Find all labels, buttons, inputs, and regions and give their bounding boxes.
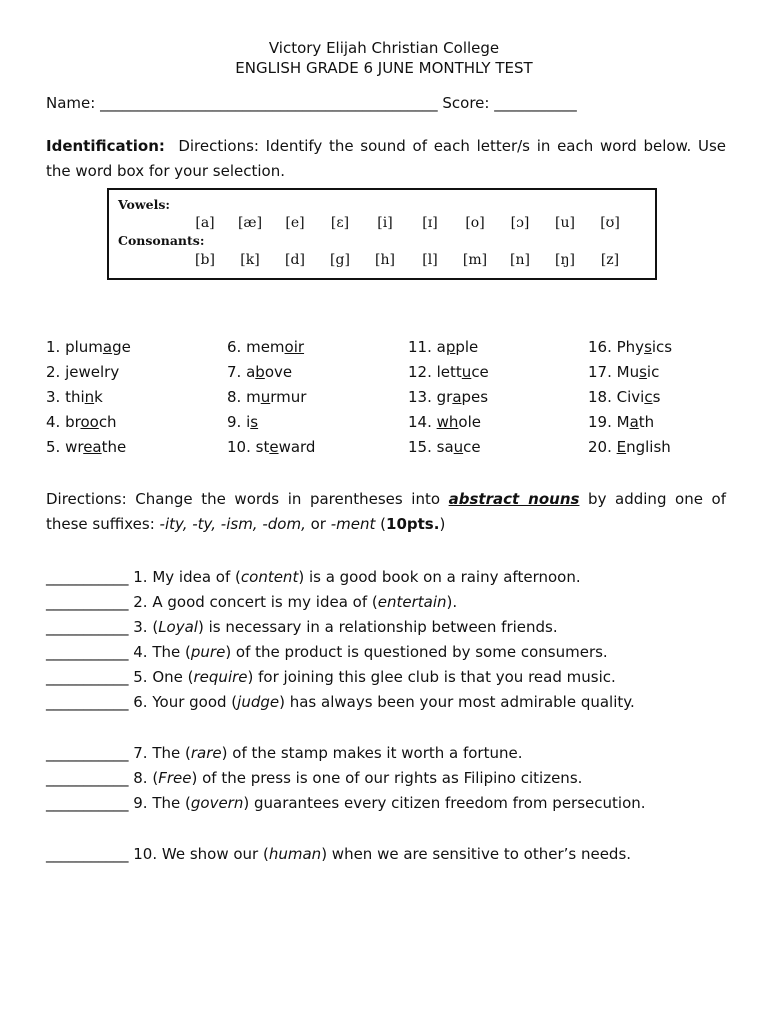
word-item: 19. Math [588,413,655,431]
root-word: pure [190,643,226,661]
school-name: Victory Elijah Christian College [268,39,500,57]
sentence-item: ___________ 10. We show our (human) when we are sensitive to other’s needs. [46,845,632,863]
root-word: human [268,845,322,863]
suffix-list: -ity, -ty, -ism, -dom, [159,515,306,533]
word-number: 1. [46,338,66,356]
answer-blank[interactable]: ___________ [46,845,129,863]
word-number: 3. [46,388,66,406]
vowel-symbol: [ɪ] [422,215,438,231]
test-title: ENGLISH GRADE 6 JUNE MONTHLY TEST [235,59,533,77]
word-item: 9. is [227,413,259,431]
underlined-letters: u [461,363,472,381]
word-item: 12. lettuce [408,363,489,381]
sentence-item: ___________ 9. The (govern) guarantees every citizen freedom from persecution. [46,794,646,812]
answer-blank[interactable]: ___________ [46,769,129,787]
word-item: 5. wreathe [46,438,127,456]
underlined-letters: j [65,363,70,381]
vowel-symbol: [ʊ] [600,215,620,231]
answer-blank[interactable]: ___________ [46,593,129,611]
word-number: 17. [588,363,617,381]
word-number: 4. [46,413,66,431]
underlined-letters: s [639,363,647,381]
identification-heading: Identification: [46,137,165,155]
sentence-item: ___________ 1. My idea of (content) is a good book on a rainy afternoon. [46,568,581,586]
underlined-letters: oir [284,338,305,356]
underlined-letters: s [644,338,652,356]
consonant-symbol: [ŋ] [555,252,575,268]
vowel-symbol: [u] [555,215,575,231]
root-word: govern [190,794,244,812]
word-item: 14. whole [408,413,481,431]
consonant-symbol: [n] [510,252,530,268]
word-item: 13. grapes [408,388,489,406]
word-item: 8. murmur [227,388,307,406]
answer-blank[interactable]: ___________ [46,744,129,762]
underlined-letters: b [255,363,265,381]
root-word: require [193,668,248,686]
word-item: 16. Physics [588,338,673,356]
vowel-symbol: [i] [377,215,393,231]
identification-directions [46,134,726,184]
consonant-symbol: [z] [600,252,620,268]
word-item: 1. plumage [46,338,131,356]
answer-blank[interactable]: ___________ [46,693,129,711]
underlined-letters: a [629,413,639,431]
word-number: 12. [408,363,437,381]
word-item: 6. memoir [227,338,305,356]
word-number: 15. [408,438,437,456]
vowels-label: Vowels: [118,197,171,212]
sentence-item: ___________ 5. One (require) for joining this glee club is that you read music. [46,668,616,686]
underlined-letters: E [616,438,627,456]
word-number: 8. [227,388,247,406]
root-word: judge [237,693,280,711]
sentence-item: ___________ 8. (Free) of the press is one of our rights as Filipino citizens. [46,769,583,787]
word-item: 20. English [588,438,671,456]
name-line[interactable]: _____________________________________________ [100,94,438,112]
word-number: 9. [227,413,247,431]
root-word: Free [158,769,192,787]
word-box [107,188,657,280]
sentence-item: ___________ 6. Your good (judge) has always been your most admirable quality. [46,693,635,711]
name-label: Name: [46,94,96,112]
root-word: Loyal [158,618,198,636]
sentence-item: ___________ 4. The (pure) of the product is questioned by some consumers. [46,643,608,661]
answer-blank[interactable]: ___________ [46,618,129,636]
underlined-letters: u [260,388,271,406]
consonant-symbol: [l] [422,252,438,268]
word-number: 11. [408,338,437,356]
root-word: entertain [377,593,447,611]
word-item: 2. jewelry [46,363,120,381]
word-number: 5. [46,438,66,456]
underlined-letters: e [269,438,279,456]
word-item: 4. brooch [46,413,117,431]
vowel-symbol: [ɔ] [510,215,530,231]
underlined-letters: s [250,413,259,431]
sentence-item: ___________ 2. A good concert is my idea of (entertain). [46,593,458,611]
underlined-letters: wh [436,413,459,431]
answer-blank[interactable]: ___________ [46,643,129,661]
consonant-symbol: [m] [462,252,488,268]
score-label: Score: [442,94,490,112]
word-item: 3. think [46,388,103,406]
consonants-label: Consonants: [118,233,205,248]
answer-blank[interactable]: ___________ [46,668,129,686]
consonant-symbol: [b] [195,252,215,268]
word-item: 11. apple [408,338,479,356]
underlined-letters: oo [80,413,99,431]
vowel-symbol: [æ] [237,215,263,231]
word-number: 13. [408,388,437,406]
underlined-letters: c [644,388,653,406]
underlined-letters: u [453,438,464,456]
consonant-symbol: [h] [375,252,395,268]
consonant-symbol: [d] [285,252,305,268]
vowel-symbol: [e] [285,215,305,231]
abstract-nouns-emphasis: abstract nouns [448,490,580,508]
word-number: 20. [588,438,617,456]
word-item: 10. steward [227,438,316,456]
vowel-symbol: [a] [195,215,215,231]
sentence-item: ___________ 7. The (rare) of the stamp makes it worth a fortune. [46,744,523,762]
root-word: content [240,568,299,586]
abstract-directions: Directions: Change the words in parentheses into abstract nouns by adding one of these suffixes: -ity, -ty, -ism, -dom, or -ment (10pts.) [46,490,726,533]
underlined-letters: p [445,338,456,356]
word-number: 10. [227,438,256,456]
word-number: 7. [227,363,247,381]
sentence-item: ___________ 3. (Loyal) is necessary in a relationship between friends. [46,618,558,636]
consonant-symbol: [g] [330,252,350,268]
word-number: 18. [588,388,617,406]
underlined-letters: a [102,338,113,356]
word-number: 16. [588,338,617,356]
name-score-row [46,94,726,112]
answer-blank[interactable]: ___________ [46,794,129,812]
word-item: 15. sauce [408,438,481,456]
word-item: 17. Music [588,363,660,381]
answer-blank[interactable]: ___________ [46,568,129,586]
vowel-symbol: [ɛ] [330,215,350,231]
word-item: 7. above [227,363,293,381]
underlined-letters: ea [83,438,102,456]
word-number: 14. [408,413,437,431]
word-number: 19. [588,413,617,431]
word-number: 2. [46,363,66,381]
underlined-letters: a [452,388,462,406]
consonant-symbol: [k] [240,252,260,268]
identification-text: Directions: Identify the sound of each letter/s in each word below. Use the word box for your selection. [46,137,726,180]
underlined-letters: n [84,388,95,406]
vowel-symbol: [o] [465,215,485,231]
score-line[interactable]: ___________ [494,94,577,112]
root-word: rare [190,744,222,762]
last-suffix: -ment [330,515,376,533]
header [0,38,768,78]
points-label: 10pts. [386,515,440,533]
word-item: 18. Civics [588,388,661,406]
word-number: 6. [227,338,247,356]
